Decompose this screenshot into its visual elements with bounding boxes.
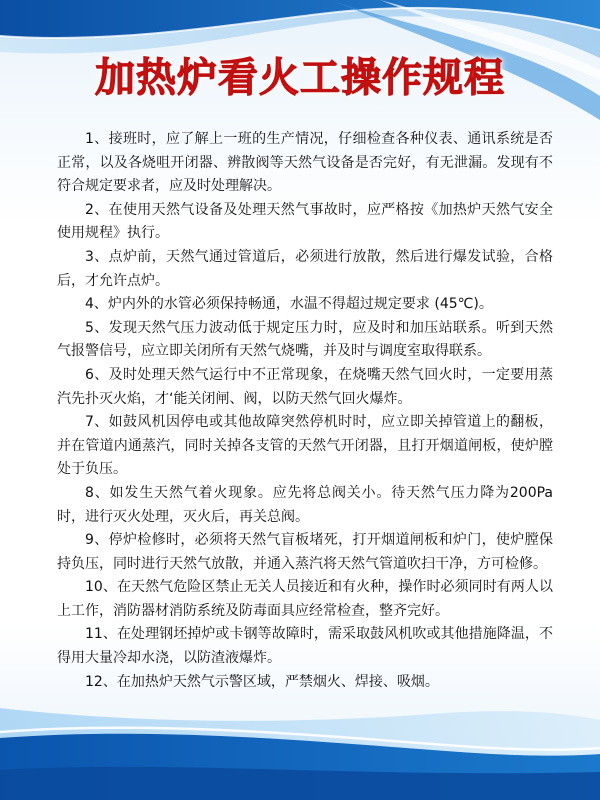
rule-item: 2、在使用天然气设备及处理天然气事故时，应严格按《加热炉天然气安全使用规程》执行。 xyxy=(57,201,553,242)
rule-item: 12、在加热炉天然气示警区域，严禁烟火、焊接、吸烟。 xyxy=(85,673,439,690)
rule-item: 11、在处理钢坯掉炉或卡钢等故障时，需采取鼓风机吹或其他措施降温，不得用大量冷却水浇，以防渣液爆炸。 xyxy=(57,626,553,667)
rule-item: 10、在天然气危险区禁止无关人员接近和有火种，操作时必须同时有两人以上工作，消防器材消防系统及防毒面具应经常检查，整齐完好。 xyxy=(57,579,553,619)
rule-item: 8、如发生天然气着火现象。应先将总阀关小。待天然气压力降为200Pa 时，进行灭火处理，灭火后，再关总阀。 xyxy=(57,484,553,525)
poster-title: 加热炉看火工操作规程 xyxy=(95,55,505,101)
rules-list xyxy=(57,128,553,694)
rule-item: 5、发现天然气压力波动低于规定压力时，应及时和加压站联系。听到天然气报警信号，应立即关闭所有天然气烧嘴，并及时与调度室取得联系。 xyxy=(57,319,553,360)
rule-item: 6、及时处理天然气运行中不正常现象，在烧嘴天然气回火时，一定要用蒸汽先扑灭火焰，才‘能关闭闸、阀，以防天然气回火爆炸。 xyxy=(57,366,553,407)
rule-item: 3、点炉前，天然气通过管道后，必须进行放散，然后进行爆发试验，合格后，才允许点炉。 xyxy=(57,248,553,289)
rule-item: 7、如鼓风机因停电或其他故障突然停机时时，应立即关掉管道上的翻板，并在管道内通蒸汽，同时关掉各支管的天然气开闭器，且打开烟道闸板，使炉膛处于负压。 xyxy=(57,414,553,478)
rule-item: 4、炉内外的水管必须保持畅通，水温不得超过规定要求 (45℃)。 xyxy=(85,296,493,313)
rule-item: 1、接班时，应了解上一班的生产情况，仔细检查各种仪表、通讯系统是否正常，以及各烧咀开闭器、辨散阀等天然气设备是否完好，有无泄漏。发现有不符合规定要求者，应及时处理解决。 xyxy=(57,131,553,195)
rule-item: 9、停炉检修时，必须将天然气盲板堵死，打开烟道闸板和炉门，使炉膛保持负压，同时进行天然气放散，并通入蒸汽将天然气管道吹扫干净，方可检修。 xyxy=(57,532,553,572)
